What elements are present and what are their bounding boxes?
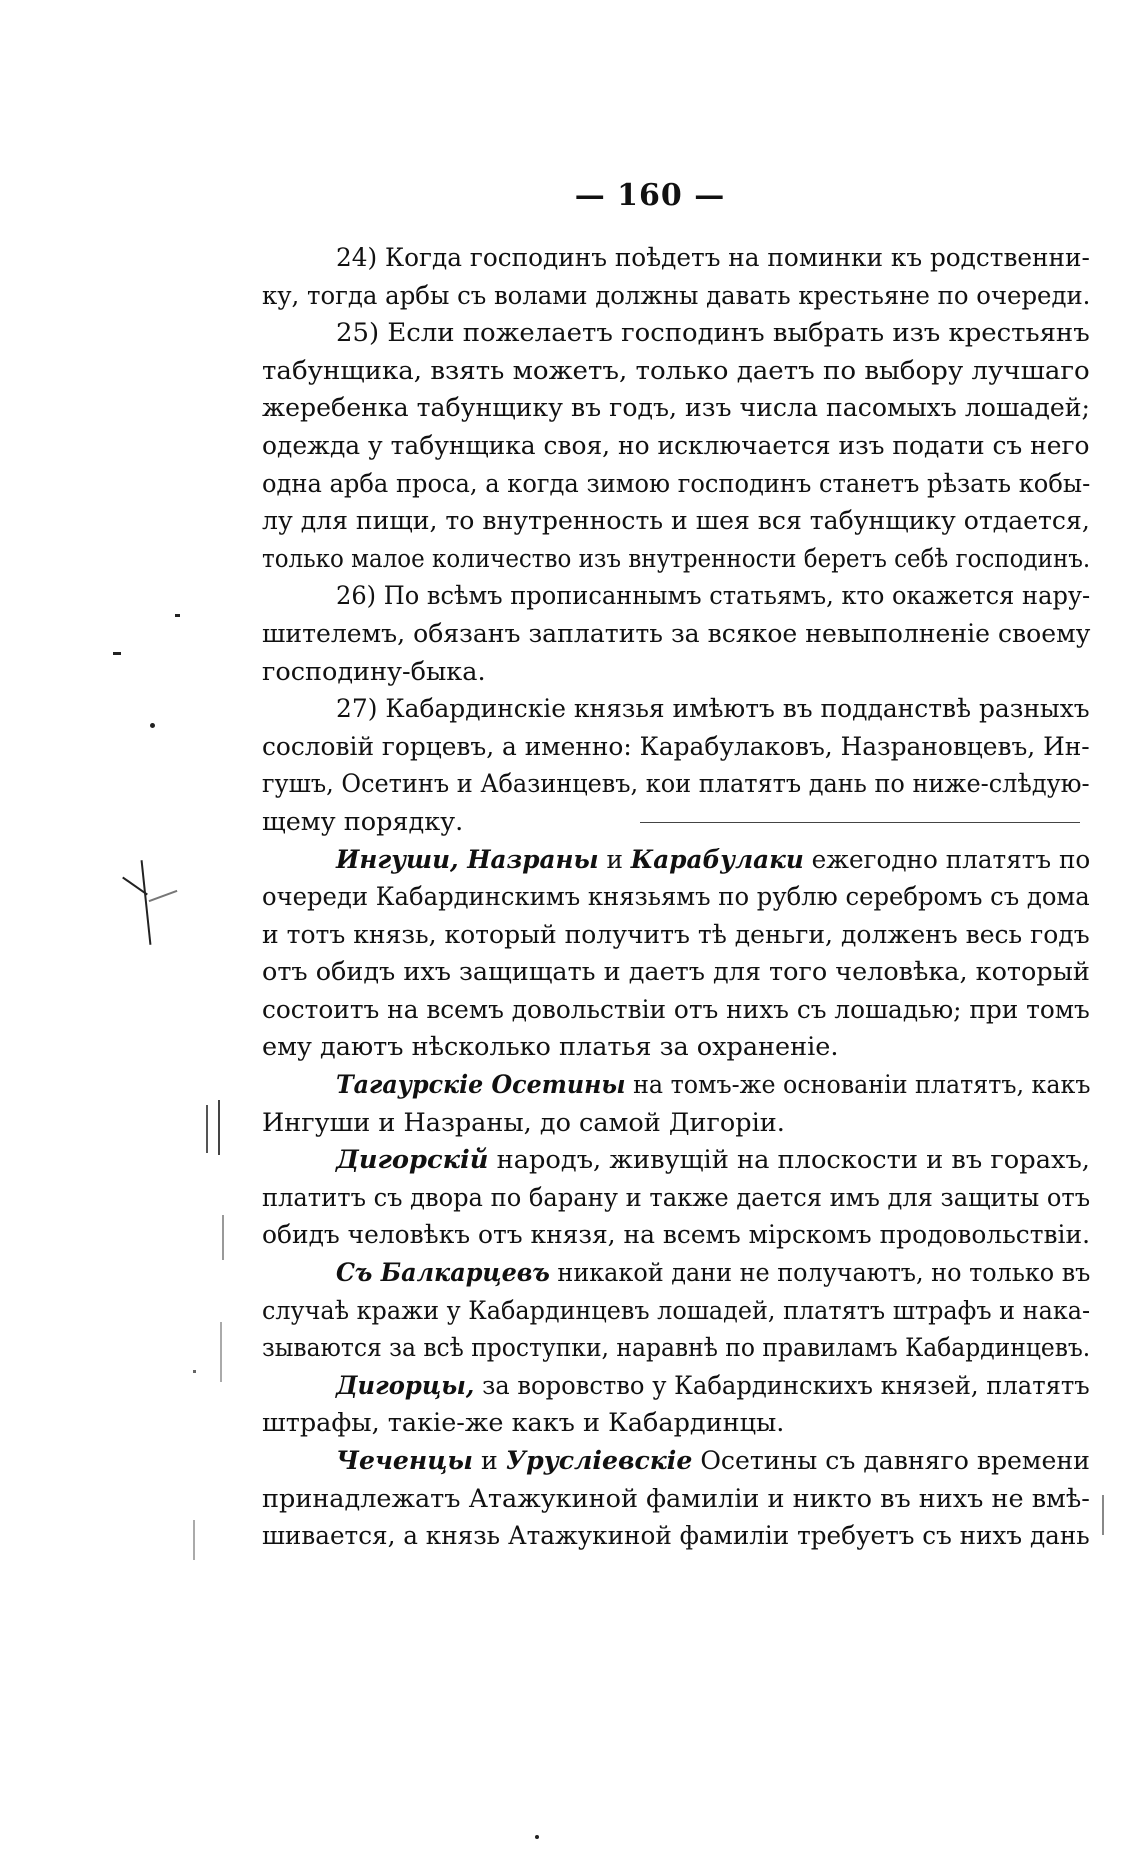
- text-line-content: [262, 1405, 784, 1443]
- margin-mark: [220, 1322, 222, 1382]
- margin-mark: [141, 860, 152, 945]
- text-line-content: [262, 278, 1090, 316]
- margin-mark: [535, 1835, 539, 1839]
- text-line: [262, 1405, 1090, 1443]
- text-line: [262, 353, 1090, 391]
- margin-mark: [206, 1105, 208, 1153]
- text-line: [262, 240, 1090, 278]
- text-line-content: [336, 1368, 1090, 1406]
- text-line: [262, 466, 1090, 504]
- text-line-content: [262, 1180, 1090, 1218]
- text-line-content: [336, 842, 1090, 880]
- text-run: 26) По всѣмъ прописаннымъ статьямъ, кто окажется нару-: [336, 581, 1091, 612]
- text-run: обидъ человѣкъ отъ князя, на всемъ мірскомъ продовольствіи.: [262, 1220, 1091, 1251]
- text-line: [262, 729, 1090, 767]
- text-run: гушъ, Осетинъ и Абазинцевъ, кои платятъ дань по ниже-слѣдую-: [262, 769, 1090, 800]
- text-line-content: [262, 1217, 1090, 1255]
- text-run: шивается, а князь Атажукиной фамиліи требуетъ съ нихъ дань: [262, 1521, 1090, 1552]
- text-line: [262, 1443, 1090, 1481]
- text-line-content: [262, 503, 1090, 541]
- text-line: [262, 1105, 1090, 1143]
- text-line-content: [262, 992, 1090, 1030]
- text-line: [262, 992, 1090, 1030]
- margin-mark: [149, 890, 178, 902]
- text-run: сословій горцевъ, а именно: Карабулаковъ, Назрановцевъ, Ин-: [262, 731, 1090, 762]
- text-run: принадлежатъ Атажукиной фамиліи и никто въ нихъ не вмѣ-: [262, 1483, 1090, 1514]
- text-line: [262, 842, 1090, 880]
- text-line: [262, 616, 1090, 654]
- margin-mark: [222, 1215, 224, 1260]
- text-line: [262, 691, 1090, 729]
- text-line-content: [262, 1481, 1090, 1519]
- text-line: [262, 954, 1090, 992]
- text-line-content: [336, 240, 1090, 278]
- text-run: лу для пищи, то внутренность и шея вся табунщику отдается,: [262, 506, 1090, 537]
- italic-term: Урусліевскіе: [505, 1446, 693, 1476]
- text-line-content: [262, 353, 1090, 391]
- text-line-content: [262, 917, 1090, 955]
- text-run: господину-быка.: [262, 656, 486, 687]
- margin-mark: [193, 1520, 195, 1560]
- italic-term: Чеченцы: [336, 1446, 473, 1476]
- text-line: [262, 1518, 1090, 1556]
- text-line: [262, 1217, 1090, 1255]
- text-line-content: [262, 1029, 839, 1067]
- text-run: одежда у табунщика своя, но исключается изъ подати съ него: [262, 430, 1090, 461]
- margin-mark: [193, 1370, 196, 1373]
- text-run: Осетины съ давняго времени: [692, 1446, 1090, 1476]
- margin-mark: [175, 614, 180, 617]
- margin-mark: [218, 1100, 220, 1155]
- text-run: зываются за всѣ проступки, наравнѣ по правиламъ Кабардинцевъ.: [262, 1333, 1091, 1364]
- text-line-content: [262, 729, 1090, 767]
- text-line: [262, 1180, 1090, 1218]
- text-line: [262, 503, 1090, 541]
- text-line: [262, 1293, 1090, 1331]
- text-run: народъ, живущій на плоскости и въ горахъ,: [488, 1145, 1090, 1176]
- text-line: [262, 278, 1090, 316]
- text-run: на томъ-же основаніи платятъ, какъ: [625, 1070, 1091, 1101]
- italic-term: Ингуши, Назраны: [336, 844, 599, 875]
- text-line: [262, 315, 1090, 353]
- text-line-content: [262, 428, 1090, 466]
- text-line: [262, 917, 1090, 955]
- text-line-content: [262, 879, 1090, 917]
- pencil-underline: [640, 822, 1080, 823]
- text-run: 25) Если пожелаетъ господинъ выбрать изъ крестьянъ: [336, 318, 1090, 349]
- text-line-content: [336, 1255, 1090, 1293]
- text-run: отъ обидъ ихъ защищать и даетъ для того человѣка, который: [262, 957, 1090, 988]
- text-run: и: [598, 844, 631, 875]
- text-line-content: [262, 390, 1090, 428]
- margin-mark: [113, 652, 121, 655]
- text-run: случаѣ кражи у Кабардинцевъ лошадей, платятъ штрафъ и нака-: [262, 1295, 1091, 1326]
- text-run: щему порядку.: [262, 806, 464, 837]
- text-run: и: [472, 1446, 506, 1476]
- text-run: никакой дани не получаютъ, но только въ: [549, 1258, 1091, 1289]
- text-line-content: [262, 804, 463, 842]
- text-line: [262, 541, 1090, 579]
- margin-mark: [150, 723, 155, 728]
- italic-term: Дигорцы,: [336, 1370, 475, 1401]
- text-run: ку, тогда арбы съ волами должны давать крестьяне по очереди.: [262, 280, 1091, 311]
- italic-term: Карабулаки: [630, 844, 804, 875]
- text-line: [262, 1142, 1090, 1180]
- text-line: [262, 1330, 1090, 1368]
- text-run: ему даютъ нѣсколько платья за охраненіе.: [262, 1032, 839, 1063]
- text-run: штрафы, такіе-же какъ и Кабардинцы.: [262, 1408, 785, 1439]
- italic-term: Тагаурскіе Осетины: [336, 1070, 626, 1101]
- text-line-content: [262, 616, 1090, 654]
- text-line: [262, 428, 1090, 466]
- text-line-content: [262, 954, 1090, 992]
- text-line: [262, 879, 1090, 917]
- text-line-content: [262, 1330, 1090, 1368]
- text-line-content: [262, 1105, 785, 1143]
- text-run: за воровство у Кабардинскихъ князей, платятъ: [474, 1370, 1090, 1401]
- italic-term: Съ Балкарцевъ: [336, 1258, 550, 1289]
- body-text: [262, 240, 1090, 1556]
- text-run: платитъ съ двора по барану и также дается имъ для защиты отъ: [262, 1182, 1091, 1213]
- text-line-content: [262, 466, 1090, 504]
- text-line: [262, 766, 1090, 804]
- text-run: 27) Кабардинскіе князья имѣютъ въ подданствѣ разныхъ: [336, 694, 1090, 725]
- text-run: жеребенка табунщику въ годъ, изъ числа пасомыхъ лошадей;: [262, 393, 1091, 424]
- text-run: одна арба проса, а когда зимою господинъ станетъ рѣзать кобы-: [262, 468, 1091, 499]
- text-run: и тотъ князь, который получитъ тѣ деньги, долженъ весь годъ: [262, 919, 1090, 950]
- text-line-content: [336, 578, 1090, 616]
- text-line-content: [262, 541, 1090, 579]
- text-line-content: [336, 1142, 1090, 1180]
- text-line: [262, 654, 1090, 692]
- page-number: — 160 —: [574, 178, 726, 213]
- text-line-content: [336, 1067, 1090, 1105]
- text-line-content: [262, 1518, 1090, 1556]
- italic-term: Дигорскій: [336, 1145, 489, 1176]
- text-line: [262, 1255, 1090, 1293]
- text-run: только малое количество изъ внутренности беретъ себѣ господинъ.: [262, 543, 1091, 574]
- text-run: табунщика, взять можетъ, только даетъ по выбору лучшаго: [262, 355, 1090, 386]
- text-line-content: [262, 654, 486, 692]
- text-line: [262, 1029, 1090, 1067]
- text-run: состоитъ на всемъ довольствіи отъ нихъ съ лошадью; при томъ: [262, 994, 1090, 1025]
- text-line: [262, 1368, 1090, 1406]
- text-run: очереди Кабардинскимъ князьямъ по рублю серебромъ съ дома: [262, 882, 1090, 913]
- text-line: [262, 1067, 1090, 1105]
- text-line: [262, 390, 1090, 428]
- text-run: 24) Когда господинъ поѣдетъ на поминки къ родственни-: [336, 243, 1090, 273]
- text-line-content: [262, 766, 1090, 804]
- text-run: ежегодно платятъ по: [803, 844, 1091, 875]
- margin-mark: [1102, 1495, 1104, 1535]
- text-line-content: [336, 691, 1090, 729]
- text-line-content: [336, 315, 1090, 353]
- text-line-content: [336, 1443, 1090, 1481]
- text-line-content: [262, 1293, 1090, 1331]
- text-line: [262, 1481, 1090, 1519]
- text-run: Ингуши и Назраны, до самой Дигоріи.: [262, 1107, 785, 1138]
- text-run: шителемъ, обязанъ заплатить за всякое невыполненіе своему: [262, 618, 1091, 649]
- text-line: [262, 578, 1090, 616]
